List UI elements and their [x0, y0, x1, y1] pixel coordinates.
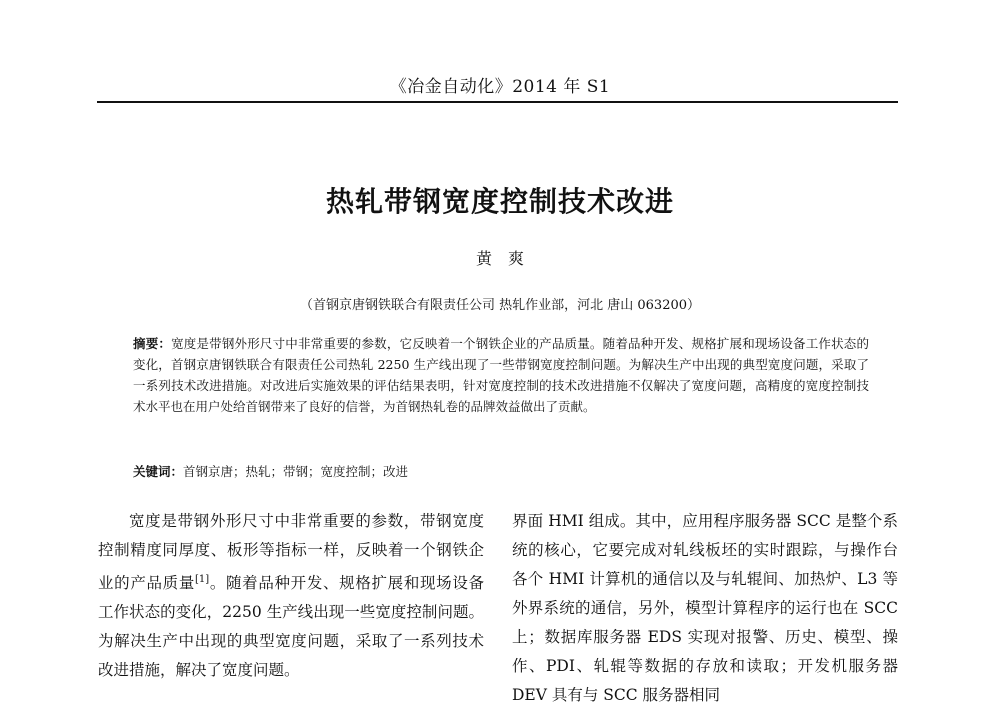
article-affiliation: （首钢京唐钢铁联合有限责任公司 热轧作业部，河北 唐山 063200）: [299, 298, 701, 313]
article-title: 热轧带钢宽度控制技术改进: [325, 185, 674, 218]
body-left-text-1: 宽度是带钢外形尺寸中非常重要的参数，带钢宽度控制精度同厚度、板形等指标一样，反映着一个钢铁企业的产品质量: [98, 512, 484, 593]
body-left-text-2: 。随着品种开发、规格扩展和现场设备工作状态的变化，2250 生产线出现一些宽度控制问题。为解决生产中出现的典型宽度问题，采取了一系列技术改进措施，解决了宽度问题。: [98, 574, 484, 680]
body-column-right: [512, 507, 898, 710]
body-right-text: 界面 HMI 组成。其中，应用程序服务器 SCC 是整个系统的核心，它要完成对轧线板坯的实时跟踪，与操作台各个 HMI 计算机的通信以及与轧辊间、加热炉、L3 等外界系统的通信，另外，模型计算程序的运行也在 SCC 上；数据库服务器 EDS 实现对报警、历史、模型、操作、PDI、轧辊等数据的存放和读取；开发机服务器 DEV 具有与 SCC 服务器相同: [512, 512, 898, 704]
abstract-label: 摘要：: [133, 336, 172, 351]
keywords-label: 关键词：: [133, 464, 184, 479]
keywords-text: 首钢京唐；热轧；带钢；宽度控制；改进: [183, 464, 409, 479]
abstract: [133, 333, 869, 417]
citation-ref: [1]: [195, 574, 210, 585]
body-column-left: [98, 507, 484, 685]
article-author: 黄爽: [475, 249, 540, 268]
journal-header: 《冶金自动化》2014 年 S1: [389, 77, 611, 97]
keywords: [133, 461, 869, 482]
header-rule: [97, 101, 898, 103]
abstract-text: 宽度是带钢外形尺寸中非常重要的参数，它反映着一个钢铁企业的产品质量。随着品种开发、规格扩展和现场设备工作状态的变化，首钢京唐钢铁联合有限责任公司热轧 2250 生产线出现了一些带钢宽度控制问题。为解决生产中出现的典型宽度问题，采取了一系列技术改进措施。对改进后实施效果的评估结果表明，针对宽度控制的技术改进措施不仅解决了宽度问题，高精度的宽度控制技术水平也在用户处给首钢带来了良好的信誉，为首钢热轧卷的品牌效益做出了贡献。: [133, 336, 869, 414]
